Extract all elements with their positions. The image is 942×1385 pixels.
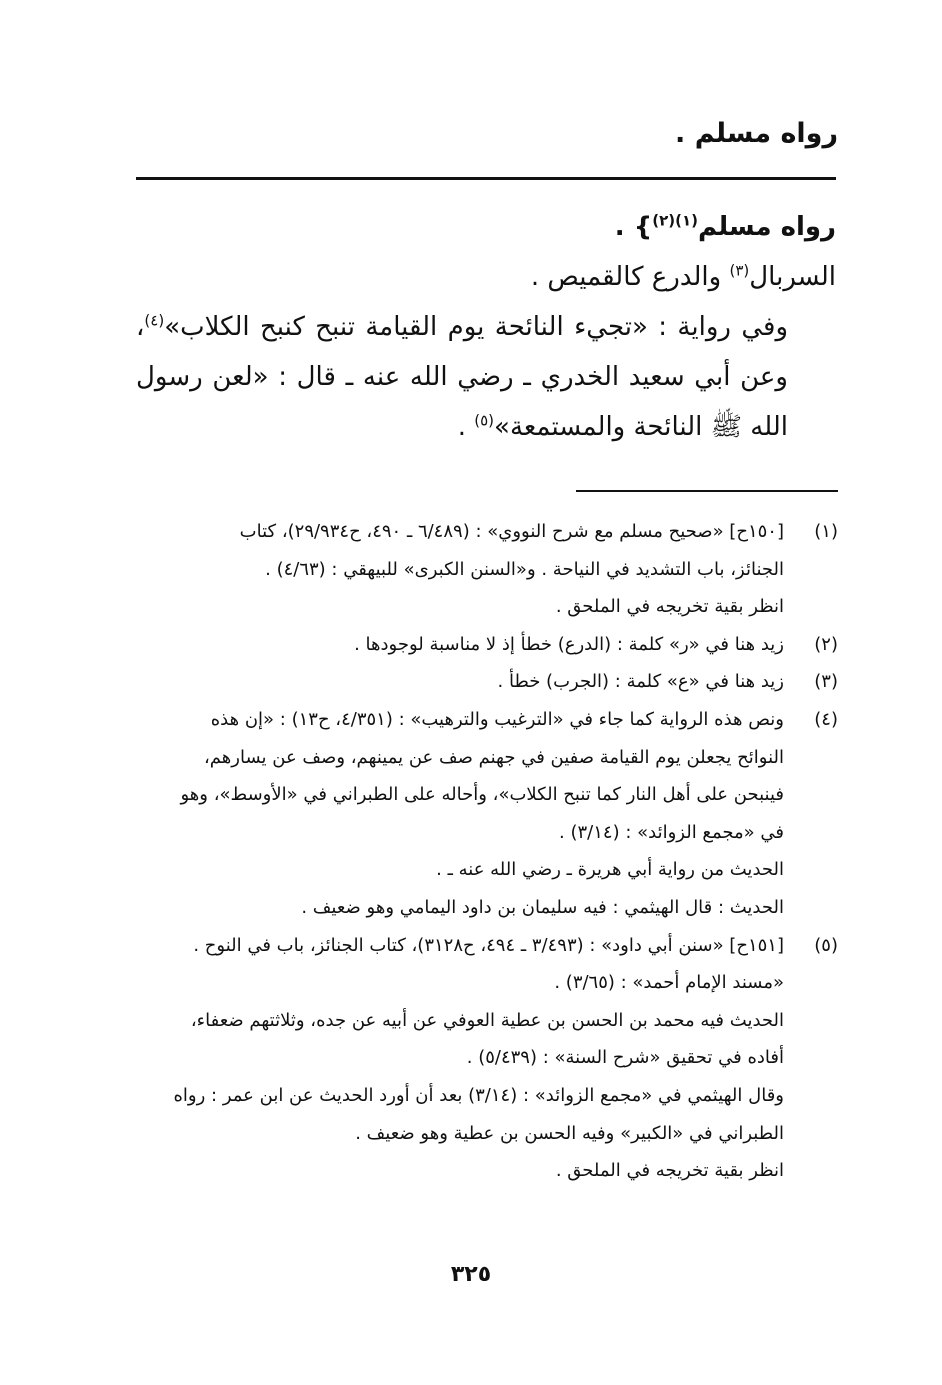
footnote-line: انظر بقية تخريجه في الملحق . — [555, 596, 784, 618]
footnote-line: الحديث : قال الهيثمي : فيه سليمان بن داود اليمامي وهو ضعيف . — [301, 896, 784, 918]
footnote-line: النوائح يجعلن يوم القيامة صفين في جهنم صف عن يمينهم، وصف عن يسارهم، — [204, 746, 784, 768]
footnote-1 — [136, 513, 838, 626]
footnote-ref-1-2: (١)(٢) — [652, 211, 698, 230]
footnote-line: «مسند الإمام أحمد» : (٣/٦٥) . — [554, 972, 784, 994]
footnote-line: الطبراني في «الكبير» وفيه الحسن بن عطية وهو ضعيف . — [355, 1122, 784, 1144]
main-line-1 — [136, 202, 836, 252]
main-line-1-text: رواه مسلم — [698, 212, 836, 242]
header-rule — [136, 177, 836, 180]
main-paragraph-3-rest: ، وعن أبي سعيد الخدري ـ رضي الله عنه ـ قال : «لعن رسول الله ﷺ النائحة والمستمعة» — [136, 312, 788, 442]
footnotes — [136, 513, 838, 1190]
footnote-line: الجنائز، باب التشديد في النياحة . و«السنن الكبرى» للبيهقي : (٤/٦٣) . — [265, 558, 784, 580]
page-number: ٣٢٥ — [450, 1262, 492, 1287]
main-line-2-b: والدرع كالقميص . — [530, 262, 730, 292]
main-paragraph-3 — [136, 302, 836, 452]
footnote-line: [١٥١ح] «سنن أبي داود» : (٣/٤٩٣ ـ ٤٩٤، ح٣١٢٨)، كتاب الجنائز، باب في النوح . — [193, 934, 784, 956]
footnote-line: زيد هنا في «ع» كلمة : (الجرب) خطأ . — [497, 671, 784, 693]
footnote-line: [١٥٠ح] «صحيح مسلم مع شرح النووي» : (٦/٤٨٩ ـ ٤٩٠، ح٢٩/٩٣٤)، كتاب — [239, 521, 784, 542]
footnote-rule — [576, 490, 838, 492]
main-paragraph-3-text: وفي رواية : «تجيء النائحة يوم القيامة تنبح كنبح الكلاب» — [164, 312, 788, 342]
footnote-5 — [136, 927, 838, 1190]
footnote-2 — [136, 626, 838, 664]
footnote-line: فينبحن على أهل النار كما تنبح الكلاب»، وأحاله على الطبراني في «الأوسط»، وهو — [180, 784, 784, 806]
footnote-ref-3: (٣) — [729, 261, 750, 280]
footnote-number: (٣) — [814, 671, 838, 693]
footnote-number: (٥) — [814, 934, 838, 956]
footnote-line: في «مجمع الزوائد» : (٣/١٤) . — [559, 821, 784, 843]
main-text — [136, 202, 836, 452]
footnote-number: (١) — [814, 521, 838, 542]
running-header: رواه مسلم . — [675, 118, 838, 149]
footnote-number: (٤) — [814, 708, 838, 730]
footnote-line: الحديث فيه محمد بن الحسن بن عطية العوفي عن أبيه عن جده، وثلاثتهم ضعفاء، — [190, 1009, 784, 1031]
main-line-2 — [136, 252, 836, 302]
footnote-number: (٢) — [814, 633, 838, 655]
footnote-4 — [136, 701, 838, 927]
footnote-line: زيد هنا في «ر» كلمة : (الدرع) خطأ إذ لا مناسبة لوجودها . — [354, 633, 784, 655]
footnote-line: الحديث من رواية أبي هريرة ـ رضي الله عنه ـ . — [436, 859, 784, 881]
footnote-line: انظر بقية تخريجه في الملحق . — [555, 1160, 784, 1182]
footnote-ref-4: (٤) — [144, 311, 165, 330]
main-line-2-a: السربال — [749, 262, 836, 292]
main-line-1-end: } . — [614, 212, 653, 242]
footnote-line: وقال الهيثمي في «مجمع الزوائد» : (٣/١٤) بعد أن أورد الحديث عن ابن عمر : رواه — [173, 1084, 784, 1106]
footnote-line: أفاده في تحقيق «شرح السنة» : (٥/٤٣٩) . — [466, 1047, 784, 1069]
footnote-3 — [136, 663, 838, 701]
footnote-line: ونص هذه الرواية كما جاء في «الترغيب والترهيب» : (٤/٣٥١، ح١٣) : «إن هذه — [210, 708, 784, 730]
main-paragraph-3-end: . — [457, 412, 475, 442]
footnote-ref-5: (٥) — [474, 411, 495, 430]
